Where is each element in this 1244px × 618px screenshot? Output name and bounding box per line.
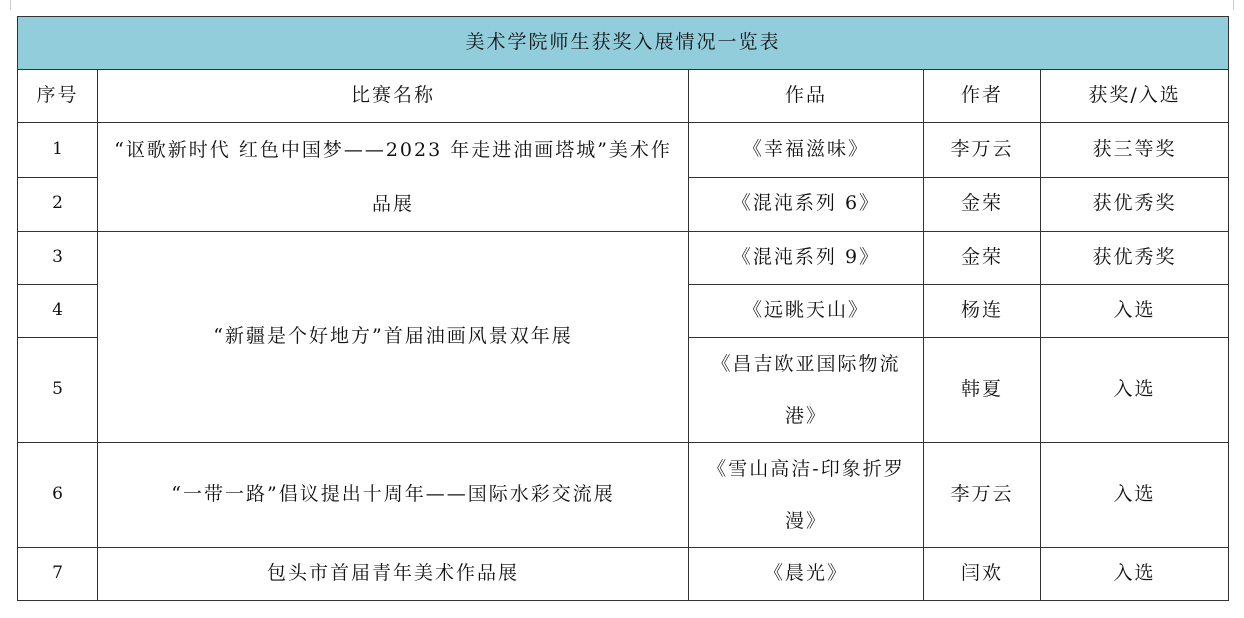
work-title: 《幸福滋味》: [689, 123, 924, 178]
competition-name: “新疆是个好地方”首届油画风景双年展: [98, 232, 689, 443]
header-work: 作品: [689, 70, 924, 123]
work-title: 《晨光》: [689, 548, 924, 601]
author-name: 李万云: [924, 123, 1041, 178]
header-award: 获奖/入选: [1041, 70, 1229, 123]
table-row: [18, 123, 1229, 178]
award-status: 获优秀奖: [1041, 232, 1229, 285]
award-status: 入选: [1041, 285, 1229, 338]
award-status: 入选: [1041, 443, 1229, 548]
competition-name: “一带一路”倡议提出十周年——国际水彩交流展: [98, 443, 689, 548]
award-status: 获优秀奖: [1041, 177, 1229, 232]
row-index: 5: [18, 338, 98, 443]
page-margin-mark-right: [1233, 0, 1234, 10]
row-index: 3: [18, 232, 98, 285]
work-title: 《昌吉欧亚国际物流港》: [689, 338, 924, 443]
work-title: 《混沌系列 6》: [689, 177, 924, 232]
table-row: [18, 548, 1229, 601]
row-index: 4: [18, 285, 98, 338]
header-competition: 比赛名称: [98, 70, 689, 123]
author-name: 韩夏: [924, 338, 1041, 443]
work-title: 《远眺天山》: [689, 285, 924, 338]
awards-table: [17, 16, 1229, 601]
work-title: 《雪山高洁-印象折罗漫》: [689, 443, 924, 548]
row-index: 2: [18, 177, 98, 232]
award-status: 入选: [1041, 338, 1229, 443]
work-title: 《混沌系列 9》: [689, 232, 924, 285]
table-title: 美术学院师生获奖入展情况一览表: [18, 17, 1229, 70]
page-margin-mark-left: [10, 0, 11, 10]
table-row: [18, 443, 1229, 548]
header-author: 作者: [924, 70, 1041, 123]
author-name: 金荣: [924, 177, 1041, 232]
row-index: 1: [18, 123, 98, 178]
header-row: [18, 70, 1229, 123]
author-name: 金荣: [924, 232, 1041, 285]
competition-name: 包头市首届青年美术作品展: [98, 548, 689, 601]
header-index: 序号: [18, 70, 98, 123]
title-row: [18, 17, 1229, 70]
award-status: 获三等奖: [1041, 123, 1229, 178]
row-index: 7: [18, 548, 98, 601]
award-status: 入选: [1041, 548, 1229, 601]
row-index: 6: [18, 443, 98, 548]
author-name: 杨连: [924, 285, 1041, 338]
author-name: 李万云: [924, 443, 1041, 548]
author-name: 闫欢: [924, 548, 1041, 601]
competition-name: “讴歌新时代 红色中国梦——2023 年走进油画塔城”美术作品展: [98, 123, 689, 232]
table-row: [18, 232, 1229, 285]
